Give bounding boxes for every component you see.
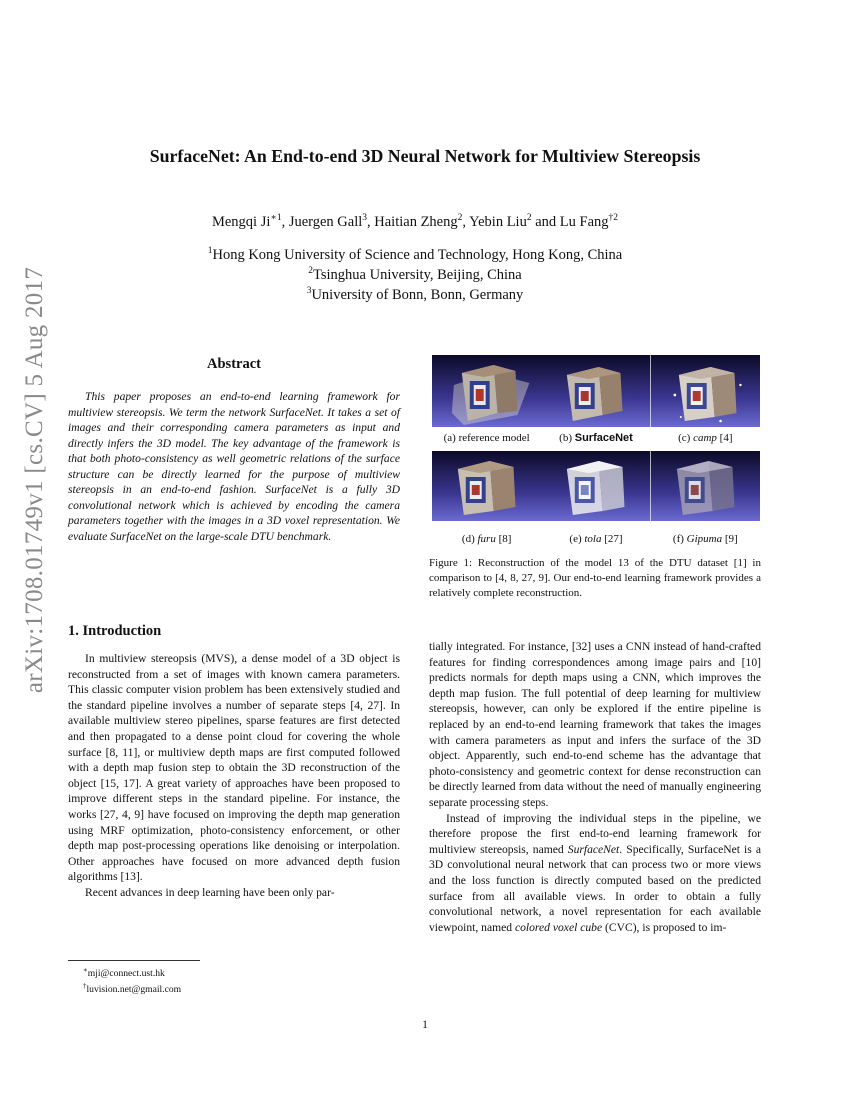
author xyxy=(374,214,469,230)
footnote-mark: ∗ xyxy=(83,966,88,974)
affiliation-1 xyxy=(0,246,830,264)
author-name: Yebin Liu xyxy=(469,213,527,230)
subcaption-d xyxy=(432,533,541,545)
text-run: Instead of improving the individual steps in the pipeline, we therefore propose the first end-to-end learning framework for multiview stereopsis, named xyxy=(429,811,761,856)
subcaption-label: reference model xyxy=(458,432,530,444)
page-number: 1 xyxy=(422,1018,428,1031)
section-heading-introduction: 1. Introduction xyxy=(68,623,162,639)
figure-subcaptions-row-1 xyxy=(432,432,760,444)
author-separator: , xyxy=(281,213,289,230)
subcaption-label: furu xyxy=(477,533,496,545)
subcaption-prefix: (c) xyxy=(678,432,694,444)
subcaption-prefix: (a) xyxy=(443,432,459,444)
abstract-text: This paper proposes an end-to-end learning framework for multiview stereopsis. We term the network SurfaceNet. It takes a set of images and their corresponding camera parameters as input and directly infers the 3D model. The key advantage of the framework is that both photo-consistency as well geometric relations of the surface structure can be directly learned for the purpose of multiview stereopsis in an end-to-end fashion. SurfaceNet is a fully 3D convolutional network which is achieved by encoding the camera parameters together with the images in a 3D voxel representation. We evaluate SurfaceNet on the large-scale DTU benchmark. xyxy=(68,390,400,543)
author-mark: 2 xyxy=(526,213,532,223)
author-list xyxy=(0,212,830,231)
author-name: Juergen Gall xyxy=(288,213,363,230)
affiliation-text: Tsinghua University, Beijing, China xyxy=(313,266,522,283)
affiliation-mark: 1 xyxy=(207,246,213,256)
subcaption-label: Gipuma xyxy=(686,533,723,545)
author-separator: and xyxy=(531,213,560,230)
right-column-text xyxy=(429,639,761,935)
footnote xyxy=(68,980,400,996)
affiliation-3 xyxy=(0,286,830,304)
subcaption-ref: [27] xyxy=(601,533,623,545)
figure-row-1 xyxy=(432,355,760,427)
figure-panel-furu xyxy=(432,451,541,521)
footnotes xyxy=(68,964,400,996)
author-mark: 2 xyxy=(457,213,463,223)
subcaption-b xyxy=(541,432,650,444)
author xyxy=(212,214,289,230)
author-separator: , xyxy=(462,213,470,230)
author-mark: 3 xyxy=(362,213,368,223)
affiliation-text: Hong Kong University of Science and Technology, Hong Kong, China xyxy=(212,246,623,263)
subcaption-label: camp xyxy=(693,432,717,444)
subcaption-label: SurfaceNet xyxy=(574,432,633,444)
footnote xyxy=(68,964,400,980)
paragraph: tially integrated. For instance, [32] uses a CNN instead of hand-crafted features for finding correspondences among image pairs and [10] predicts normals for depth maps using a CNN, which improves the depth map fusion. The full potential of deep learning for multiview stereopsis, however, can only be explored if the entire pipeline is replaced by an end-to-end learning framework that takes the images with camera parameters as input and infers the surface of the 3D object. Apparently, such end-to-end scheme has the advantage that photo-consistency and geometric context for dense reconstruction can be directly learned from data without the need of manually engineering separate processing steps. xyxy=(429,640,761,809)
subcaption-prefix: (e) xyxy=(569,533,585,545)
subcaption-ref: [4] xyxy=(716,432,733,444)
subcaption-f xyxy=(651,533,760,545)
subcaption-prefix: (f) xyxy=(672,533,687,545)
text-run: (CVC), is proposed to im- xyxy=(602,920,727,934)
footnote-rule xyxy=(68,960,200,961)
affiliation-mark: 3 xyxy=(306,286,312,296)
arxiv-identifier: arXiv:1708.01749v1 [cs.CV] 5 Aug 2017 xyxy=(21,266,49,694)
emphasis: colored voxel cube xyxy=(514,920,603,934)
author xyxy=(560,214,618,230)
affiliation-text: University of Bonn, Bonn, Germany xyxy=(311,286,524,303)
subcaption-e xyxy=(541,533,650,545)
subcaption-c xyxy=(651,432,760,444)
abstract-heading: Abstract xyxy=(207,356,261,372)
author-mark: †2 xyxy=(608,213,619,223)
figure-subcaptions-row-2 xyxy=(432,533,760,545)
author-name: Mengqi Ji xyxy=(211,213,271,230)
arxiv-sidebar xyxy=(12,266,58,694)
figure-row-2 xyxy=(432,451,760,521)
author xyxy=(289,214,374,230)
emphasis: SurfaceNet xyxy=(567,842,620,856)
subcaption-ref: [9] xyxy=(722,533,738,545)
affiliation-mark: 2 xyxy=(308,266,314,276)
subcaption-ref: [8] xyxy=(495,533,512,545)
affiliation-2 xyxy=(0,266,830,284)
paper-title: SurfaceNet: An End-to-end 3D Neural Network for Multiview Stereopsis xyxy=(149,146,701,166)
text-run: . Specifically, SurfaceNet is a 3D convolutional neural network that can process two or more views and the loss function is directly computed based on the predicted surface from all available views. In order to obtain a fully convolutional network, a novel representation for each available viewpoint, named xyxy=(429,842,761,934)
author-name: Lu Fang xyxy=(559,213,609,230)
author-separator: , xyxy=(367,213,375,230)
left-column-text xyxy=(68,651,400,901)
figure-panel-tola xyxy=(541,451,650,521)
paragraph: In multiview stereopsis (MVS), a dense model of a 3D object is reconstructed from a set of images with known camera parameters. This classic computer vision problem has been extensively studied and the standard pipeline involves a number of separate steps [4, 27]. In available multiview stereo pipelines, sparse features are first detected and then propagated to a dense point cloud for covering the whole surface [8, 11], or multiview depth maps are first computed followed with a depth map fusion step to obtain the 3D reconstruction of the object [15, 17]. A great variety of approaches have been proposed to improve different steps in the standard pipeline. For instance, the works [27, 4, 9] have focused on improving the depth map generation using MRF optimization, photo-consistency enforcement, or other depth map post-processing operations like denoising or interpolation. Other approaches have focused on more advanced depth fusion algorithms [13]. xyxy=(68,652,400,884)
author-mark: ∗1 xyxy=(270,213,282,223)
subcaption-label: tola xyxy=(584,533,602,545)
author-name: Haitian Zheng xyxy=(374,213,458,230)
figure-caption: Figure 1: Reconstruction of the model 13 of the DTU dataset [1] in comparison to [4, 8, 27, 9]. Our end-to-end learning framework provides a relatively complete reconstruction. xyxy=(429,557,761,599)
figure-panel-reference-model xyxy=(432,355,541,427)
footnote-text: luvision.net@gmail.com xyxy=(86,984,182,996)
footnote-text: mji@connect.ust.hk xyxy=(87,968,165,980)
subcaption-a xyxy=(432,432,541,444)
subcaption-prefix: (d) xyxy=(461,533,478,545)
figure-panel-surfacenet xyxy=(541,355,650,427)
figure-1 xyxy=(432,355,760,552)
subcaption-prefix: (b) xyxy=(559,432,575,444)
author xyxy=(469,214,560,230)
figure-panel-camp xyxy=(651,355,760,427)
paragraph xyxy=(429,811,761,936)
footnote-mark: † xyxy=(83,982,87,991)
figure-panel-gipuma xyxy=(651,451,760,521)
paragraph: Recent advances in deep learning have been only par- xyxy=(85,885,335,899)
